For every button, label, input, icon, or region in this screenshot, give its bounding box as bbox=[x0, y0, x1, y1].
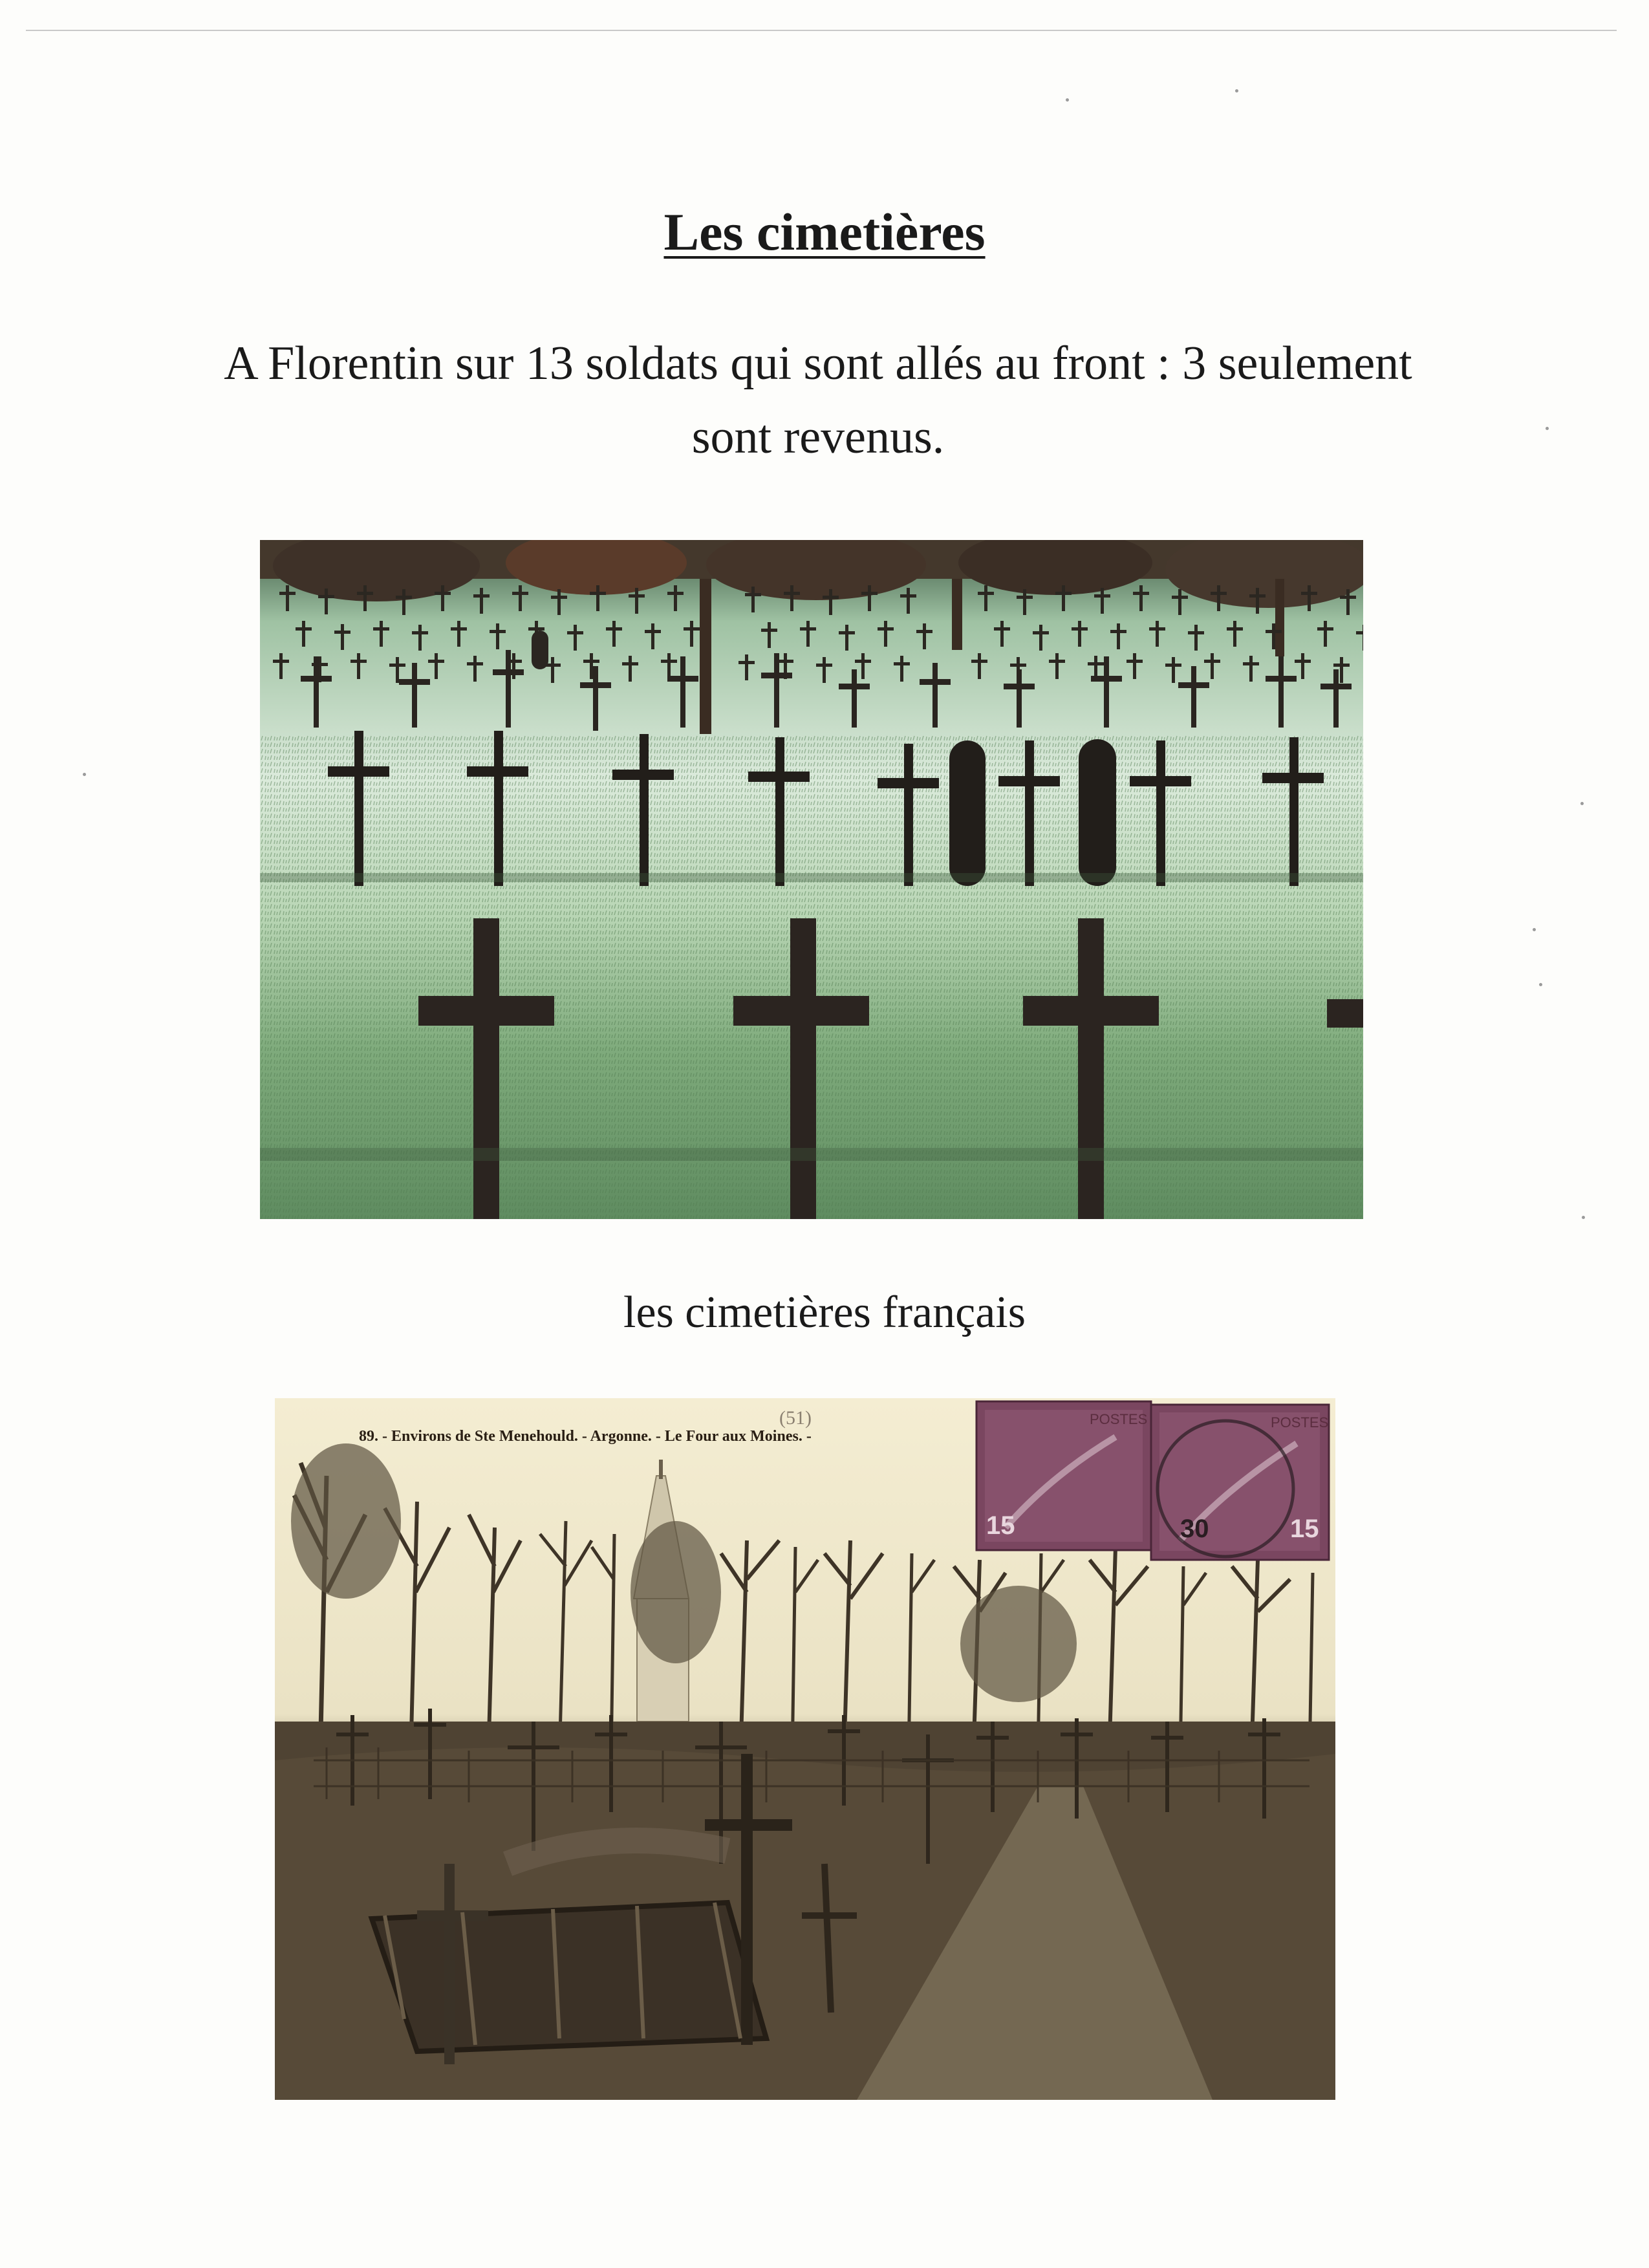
scan-speck bbox=[1580, 802, 1584, 805]
scan-speck bbox=[1546, 427, 1549, 430]
intro-paragraph: A Florentin sur 13 soldats qui sont allés au front : 3 seulement sont revenus. bbox=[224, 337, 1412, 464]
scan-speck bbox=[1235, 89, 1238, 92]
postmark-date: 30 bbox=[1180, 1515, 1209, 1543]
stamp-value: 15 bbox=[1290, 1515, 1319, 1543]
handwritten-annotation: (51) bbox=[779, 1407, 812, 1429]
cemetery-photo-caption: les cimetières français bbox=[623, 1288, 1026, 1337]
stamp-label: POSTES bbox=[1271, 1414, 1329, 1431]
page-title: Les cimetières bbox=[663, 202, 986, 261]
postage-stamp bbox=[976, 1401, 1151, 1550]
scan-speck bbox=[83, 773, 86, 776]
postcard-title: 89. - Environs de Ste Menehould. - Argonne. - Le Four aux Moines. - bbox=[359, 1428, 812, 1445]
postcard-photo bbox=[275, 1398, 1335, 2100]
stamp-label: POSTES bbox=[1090, 1411, 1148, 1427]
cemetery-photo-image bbox=[260, 540, 1363, 1219]
scan-speck bbox=[1582, 1216, 1585, 1219]
scan-speck bbox=[1533, 928, 1536, 931]
scan-edge bbox=[26, 30, 1617, 31]
postcard-image bbox=[275, 1398, 1335, 2100]
cemetery-photo bbox=[260, 540, 1363, 1219]
stamp-value: 15 bbox=[986, 1511, 1015, 1540]
scan-speck bbox=[1539, 983, 1542, 986]
scan-speck bbox=[1066, 98, 1069, 102]
